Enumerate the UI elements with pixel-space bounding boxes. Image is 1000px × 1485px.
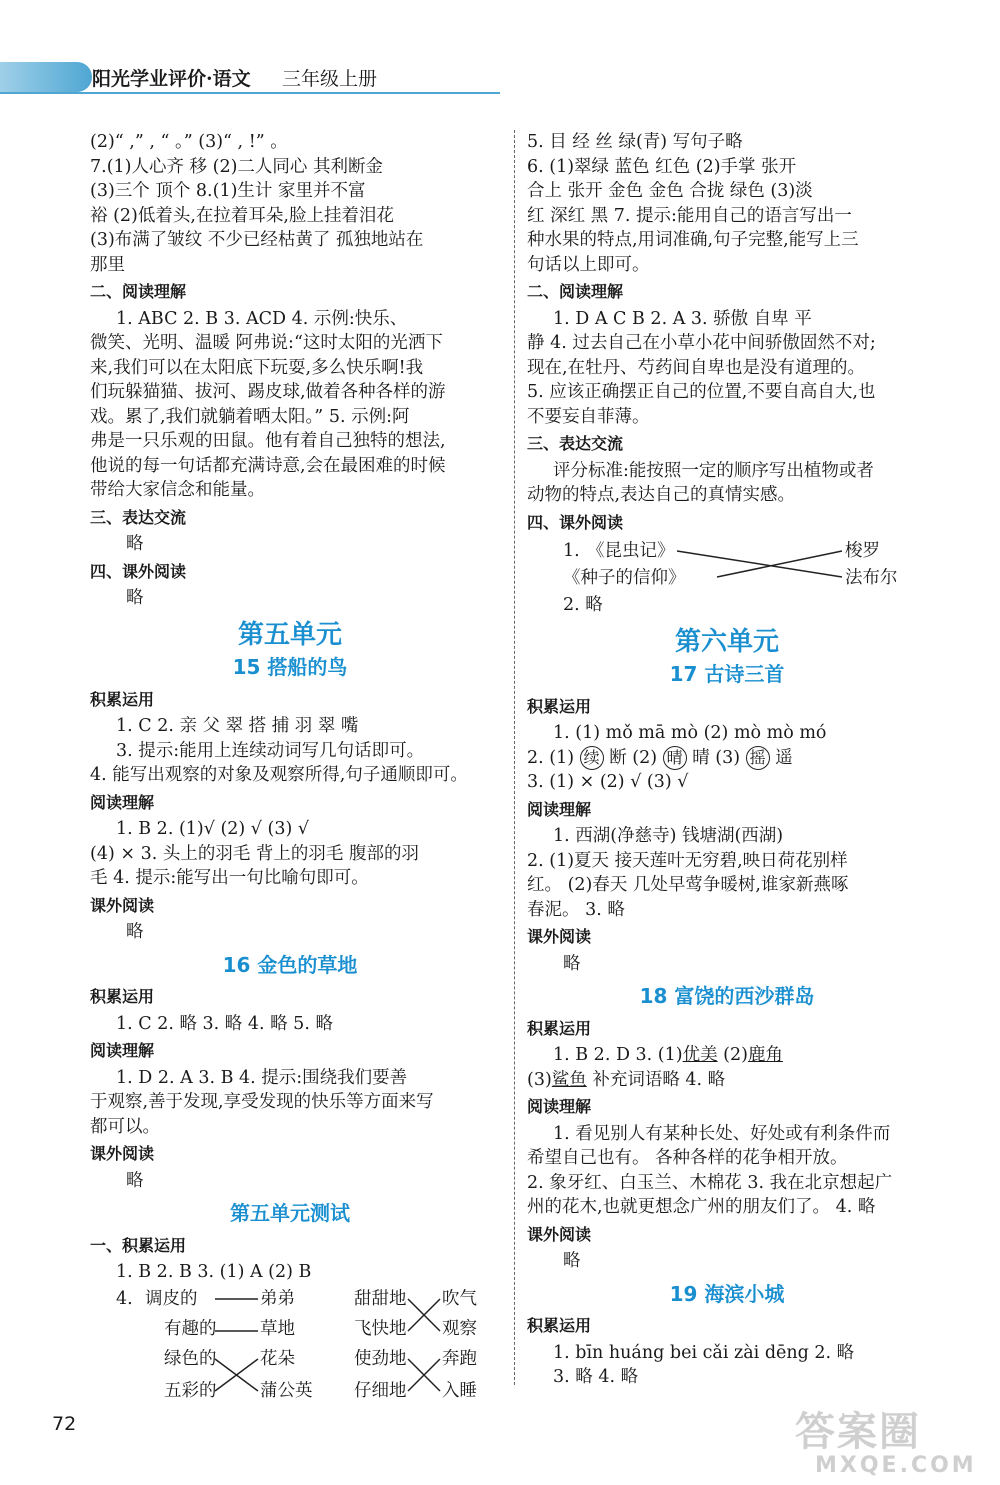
match-item: 花朵 — [260, 1348, 295, 1369]
answer-line: 1. 西湖(净慈寺) 钱塘湖(西湖) — [553, 826, 784, 846]
book-title: 《种子的信仰》 — [563, 568, 686, 588]
match-line — [677, 551, 842, 577]
answer-text: (2) — [717, 1045, 748, 1065]
answer-line: 3. 略 4. 略 — [553, 1367, 639, 1387]
answer-line: 3. (1) × (2) √ (3) √ — [527, 772, 689, 792]
answer-line: 2. 象牙红、白玉兰、木棉花 3. 我在北京想起广 — [527, 1172, 893, 1193]
answer-line: 戏。累了,我们就躺着晒太阳。” 5. 示例:阿 — [90, 406, 410, 427]
answer-line: 3. 提示:能用上连续动词写几句话即可。 — [116, 740, 425, 761]
match-item: 吹气 — [442, 1288, 477, 1309]
answer-line: (3)三个 顶个 8.(1)生计 家里并不富 — [90, 181, 366, 201]
answer-line: 1. B 2. B 3. (1) A (2) B — [116, 1262, 312, 1282]
unit-title: 第六单元 — [674, 626, 779, 657]
match-item: 蒲公英 — [260, 1380, 313, 1401]
answer-line — [527, 746, 927, 771]
subsection-heading: 课外阅读 — [90, 895, 155, 915]
subsection-heading: 课外阅读 — [90, 1144, 155, 1163]
section-heading: 三、表达交流 — [527, 434, 624, 453]
answer-text: 补充词语略 4. 略 — [586, 1069, 726, 1090]
subsection-heading: 积累运用 — [90, 689, 155, 709]
section-heading: 一、积累运用 — [90, 1235, 187, 1255]
answer-line: 们玩躲猫猫、拔河、踢皮球,做着各种各样的游 — [90, 382, 446, 402]
column-divider — [514, 130, 515, 1385]
section-heading: 二、阅读理解 — [90, 282, 187, 301]
answer-line: 5. 目 经 丝 绿(青) 写句子略 — [527, 132, 743, 152]
answer-text: 1. B 2. D 3. (1) — [553, 1045, 683, 1065]
answer-line: 6. (1)翠绿 蓝色 红色 (2)手掌 张开 — [527, 156, 797, 177]
subsection-heading: 积累运用 — [527, 696, 592, 716]
circled-character: 晴 — [663, 746, 687, 770]
match-item: 有趣的 — [164, 1318, 217, 1339]
watermark-url: MXQE.COM — [815, 1453, 977, 1478]
answer-line: 红。 (2)春天 几处早莺争暖树,谁家新燕啄 — [527, 875, 849, 895]
lesson-title: 17 古诗三首 — [669, 662, 785, 686]
answer-line: 1. bīn huáng bei cǎi zài dēng 2. 略 — [553, 1342, 855, 1363]
answer-line: 7.(1)人心齐 移 (2)二人同心 其利断金 — [90, 156, 383, 177]
page-number: 72 — [52, 1413, 77, 1435]
book-title: 《昆虫记》 — [587, 541, 675, 561]
answer-line: 都可以。 — [90, 1116, 160, 1137]
answer-line: 红 深红 黑 7. 提示:能用自己的语言写出一 — [527, 205, 852, 226]
answer-line: 来,我们可以在太阳底下玩耍,多么快乐啊!我 — [90, 357, 424, 378]
answer-line: 5. 应该正确摆正自己的位置,不要自高自大,也 — [527, 382, 876, 402]
answer-line: 希望自己也有。 各种各样的花争相开放。 — [527, 1148, 848, 1168]
answer-line: 句话以上即可。 — [527, 254, 650, 275]
section-heading: 四、课外阅读 — [527, 512, 624, 532]
answer-text: 断 (2) — [609, 747, 658, 768]
left-column — [90, 130, 490, 1417]
author-name: 法布尔 — [845, 568, 898, 588]
answer-line: 现在,在牡丹、芍药间自卑也是没有道理的。 — [527, 357, 866, 378]
watermark-text: 答案圈 — [795, 1409, 921, 1455]
header-color-band — [0, 62, 92, 92]
answer-line: 略 — [563, 1251, 581, 1271]
answer-line: 于观察,善于发现,享受发现的快乐等方面来写 — [90, 1092, 434, 1112]
author-name: 梭罗 — [845, 541, 880, 561]
subsection-heading: 积累运用 — [527, 1316, 592, 1335]
subsection-heading: 积累运用 — [527, 1018, 592, 1038]
match-item: 绿色的 — [164, 1348, 217, 1369]
match-line — [717, 551, 842, 577]
answer-text: 晴 (3) — [692, 747, 741, 768]
answer-line: 带给大家信念和能量。 — [90, 480, 265, 500]
underlined-word: 优美 — [682, 1045, 718, 1065]
lesson-title: 19 海滨小城 — [669, 1281, 785, 1306]
section-heading: 三、表达交流 — [90, 507, 187, 527]
answer-line: 弗是一只乐观的田鼠。他有着自己独特的想法, — [90, 431, 446, 451]
answer-line: 4. 能写出观察的对象及观察所得,句子通顺即可。 — [90, 765, 468, 785]
subsection-heading: 阅读理解 — [90, 1041, 155, 1060]
answer-line: 州的花木,也就更想念广州的朋友们了。 4. 略 — [527, 1197, 876, 1217]
answer-line: 1. D 2. A 3. B 4. 提示:围绕我们要善 — [116, 1067, 408, 1088]
answer-line: 2. 略 — [563, 595, 603, 615]
match-item: 观察 — [442, 1318, 477, 1339]
answer-line: (4) × 3. 头上的羽毛 背上的羽毛 腹部的羽 — [90, 843, 419, 864]
answer-line: 那里 — [90, 254, 125, 275]
answer-line: 1. C 2. 略 3. 略 4. 略 5. 略 — [116, 1013, 333, 1034]
answer-line — [527, 1043, 927, 1068]
answer-line: 微笑、光明、温暖 阿弗说:“这时太阳的光洒下 — [90, 333, 443, 353]
section-heading: 二、阅读理解 — [527, 282, 624, 301]
answer-line: 1. (1) mǒ mā mò (2) mò mò mó — [553, 723, 827, 743]
answer-line: 1. C 2. 亲 父 翠 搭 捕 羽 翠 嘴 — [116, 716, 359, 736]
page-header — [0, 0, 1000, 100]
match-item: 草地 — [260, 1318, 295, 1339]
watermark-logo — [795, 1400, 985, 1480]
match-item: 调皮的 — [145, 1288, 198, 1309]
answer-line: 2. (1)夏天 接天莲叶无穷碧,映日荷花别样 — [527, 850, 848, 871]
lesson-title: 15 搭船的鸟 — [232, 655, 348, 679]
unit-title: 第五单元 — [237, 619, 342, 650]
answer-text: 遥 — [775, 747, 793, 768]
match-item: 仔细地 — [354, 1380, 407, 1401]
header-title: 阳光学业评价·语文 — [92, 68, 251, 90]
answer-line: (3)布满了皱纹 不少已经枯黄了 孤独地站在 — [90, 230, 424, 250]
answer-line: 合上 张开 金色 金色 合拢 绿色 (3)淡 — [527, 181, 813, 201]
circled-character: 摇 — [746, 746, 770, 770]
answer-line: 1. B 2. (1)√ (2) √ (3) √ — [116, 819, 310, 839]
answer-line: 裕 (2)低着头,在拉着耳朵,脸上挂着泪花 — [90, 205, 394, 226]
subsection-heading: 阅读理解 — [527, 799, 592, 819]
circled-character: 续 — [580, 746, 604, 770]
subsection-heading: 阅读理解 — [527, 1097, 592, 1116]
subsection-heading: 积累运用 — [90, 987, 155, 1006]
match-number: 4. — [116, 1288, 133, 1309]
lesson-title: 18 富饶的西沙群岛 — [639, 984, 815, 1008]
answer-line: 略 — [126, 922, 144, 942]
book-author-matching — [527, 537, 927, 593]
answer-line: 1. ABC 2. B 3. ACD 4. 示例:快乐、 — [116, 308, 408, 329]
answer-line: 略 — [126, 534, 144, 554]
right-column — [527, 130, 927, 1390]
subsection-heading: 阅读理解 — [90, 792, 155, 812]
match-item: 五彩的 — [164, 1380, 217, 1401]
lesson-title: 16 金色的草地 — [222, 952, 358, 977]
answer-line: 春泥。 3. 略 — [527, 899, 625, 920]
answer-line: 他说的每一句话都充满诗意,会在最困难的时候 — [90, 455, 446, 476]
test-title: 第五单元测试 — [230, 1201, 350, 1225]
answer-line: 略 — [126, 1170, 144, 1191]
match-number: 1. — [563, 541, 580, 561]
answer-line: 1. D A C B 2. A 3. 骄傲 自卑 平 — [553, 308, 812, 329]
match-item: 入睡 — [442, 1380, 477, 1401]
answer-text: 2. (1) — [527, 747, 575, 768]
subsection-heading: 课外阅读 — [527, 927, 592, 946]
answer-line: 评分标准:能按照一定的顺序写出植物或者 — [553, 460, 874, 481]
answer-line: 1. 看见别人有某种长处、好处或有利条件而 — [553, 1123, 891, 1144]
match-item: 奔跑 — [442, 1348, 477, 1369]
answer-line: 略 — [563, 953, 581, 974]
header-rule — [0, 92, 500, 94]
answer-line: 静 4. 过去自己在小草小花中间骄傲固然不对; — [527, 333, 876, 353]
subsection-heading: 课外阅读 — [527, 1224, 592, 1244]
header-grade: 三年级上册 — [282, 68, 378, 90]
underlined-word: 鲨鱼 — [551, 1069, 587, 1090]
answer-line: 不要妄自菲薄。 — [527, 406, 650, 427]
answer-line — [527, 1068, 927, 1093]
match-item: 使劲地 — [354, 1348, 407, 1369]
answer-line: 种水果的特点,用词准确,句子完整,能写上三 — [527, 230, 859, 250]
match-item: 弟弟 — [260, 1288, 295, 1309]
underlined-word: 鹿角 — [747, 1045, 783, 1065]
answer-line: (2)“ ,” , “ 。” (3)“ , !” 。 — [90, 132, 288, 152]
match-item: 甜甜地 — [354, 1288, 407, 1309]
answer-line: 动物的特点,表达自己的真情实感。 — [527, 485, 796, 505]
answer-text: (3) — [527, 1069, 552, 1090]
match-item: 飞快地 — [354, 1318, 407, 1339]
section-heading: 四、课外阅读 — [90, 561, 187, 581]
answer-line: 毛 4. 提示:能写出一句比喻句即可。 — [90, 868, 369, 888]
answer-line: 略 — [126, 588, 144, 608]
matching-exercise — [90, 1287, 490, 1417]
